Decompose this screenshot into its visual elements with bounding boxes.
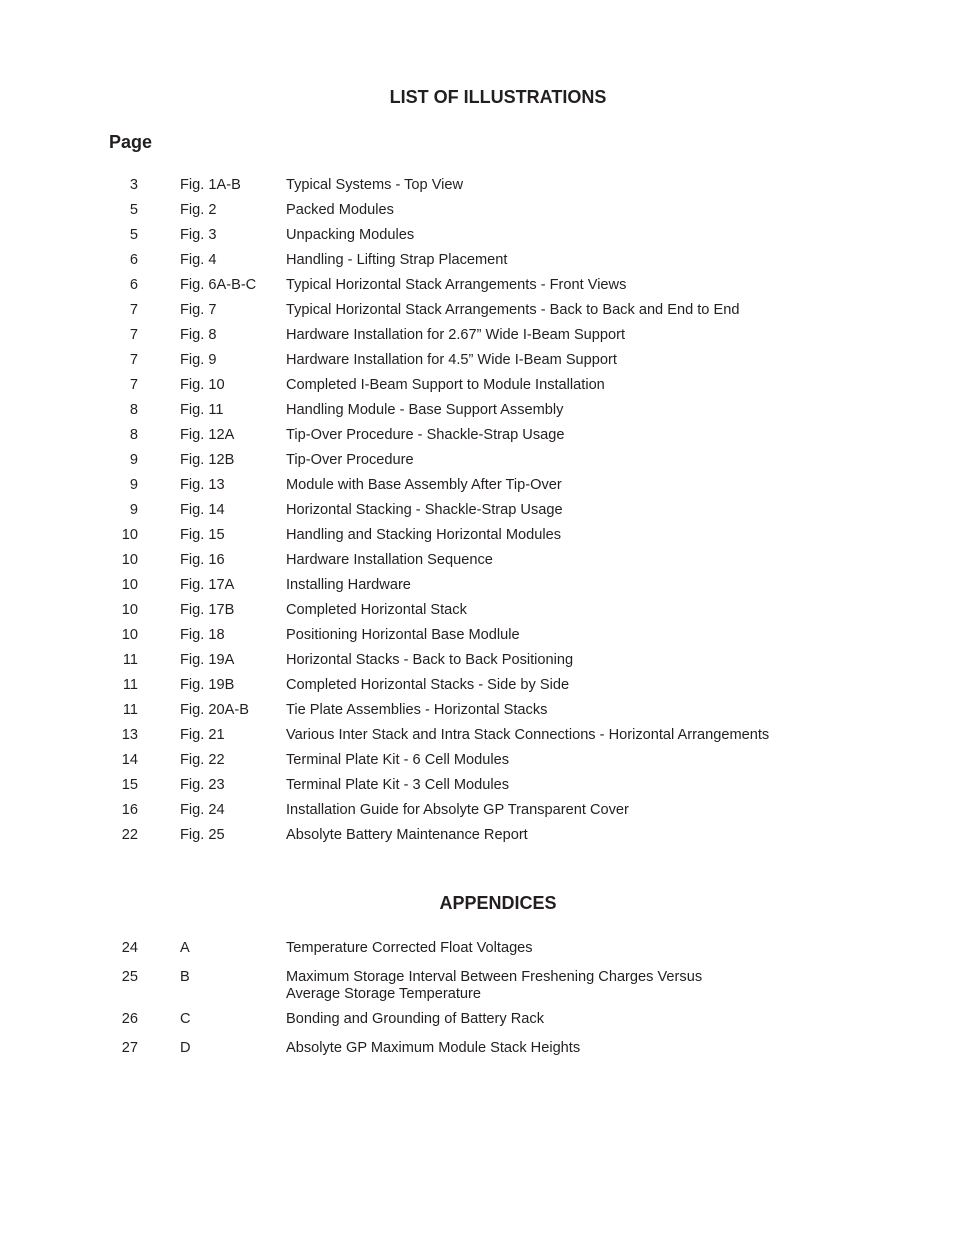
- figure-number: Fig. 15: [180, 527, 225, 543]
- page-number: 10: [121, 527, 138, 543]
- figure-title: Tip-Over Procedure - Shackle-Strap Usage: [286, 427, 565, 443]
- figure-title: Handling and Stacking Horizontal Modules: [286, 527, 562, 543]
- illustration-row: [0, 177, 954, 202]
- illustration-row: [0, 402, 954, 427]
- illustration-row: [0, 777, 954, 802]
- figure-number: Fig. 1A-B: [180, 177, 241, 193]
- appendix-letter: D: [180, 1040, 191, 1056]
- appendix-row: [0, 940, 954, 969]
- appendix-letter: A: [180, 940, 190, 956]
- page-number: 9: [129, 452, 138, 468]
- page-number: 26: [121, 1011, 138, 1027]
- appendix-title-line: Absolyte GP Maximum Module Stack Heights: [286, 1040, 581, 1056]
- page-number: 6: [129, 277, 138, 293]
- page-number: 8: [129, 402, 138, 418]
- page-number: 11: [122, 702, 138, 718]
- figure-title: Horizontal Stacks - Back to Back Positioning: [286, 652, 574, 668]
- illustration-row: [0, 702, 954, 727]
- page-number: 10: [121, 602, 138, 618]
- illustrations-list: [0, 177, 954, 852]
- illustration-row: [0, 752, 954, 777]
- figure-number: Fig. 11: [180, 402, 224, 418]
- figure-title: Installation Guide for Absolyte GP Transparent Cover: [286, 802, 629, 818]
- page-number: 25: [121, 969, 138, 985]
- illustration-row: [0, 552, 954, 577]
- figure-title: Handling - Lifting Strap Placement: [286, 252, 508, 268]
- figure-number: Fig. 10: [180, 377, 225, 393]
- figure-number: Fig. 24: [180, 802, 225, 818]
- figure-number: Fig. 7: [180, 302, 217, 318]
- illustration-row: [0, 202, 954, 227]
- appendix-title: [286, 969, 906, 1003]
- figure-number: Fig. 4: [180, 252, 217, 268]
- figure-title: Hardware Installation for 4.5” Wide I-Beam Support: [286, 352, 617, 368]
- illustration-row: [0, 252, 954, 277]
- figure-number: Fig. 3: [180, 227, 217, 243]
- figure-title: Packed Modules: [286, 202, 394, 218]
- figure-number: Fig. 20A-B: [180, 702, 249, 718]
- illustration-row: [0, 677, 954, 702]
- illustration-row: [0, 727, 954, 752]
- appendix-letter: C: [180, 1011, 191, 1027]
- page-number: 7: [129, 352, 138, 368]
- page-number: 6: [129, 252, 138, 268]
- page-number: 7: [129, 377, 138, 393]
- page-title: LIST OF ILLUSTRATIONS: [389, 87, 607, 107]
- illustration-row: [0, 227, 954, 252]
- figure-title: Completed I-Beam Support to Module Installation: [286, 377, 605, 393]
- page-number: 13: [121, 727, 138, 743]
- page-number: 27: [121, 1040, 138, 1056]
- appendix-title-line: Temperature Corrected Float Voltages: [286, 940, 533, 956]
- appendix-title: [286, 1011, 906, 1028]
- figure-title: Typical Horizontal Stack Arrangements - Back to Back and End to End: [286, 302, 740, 318]
- figure-title: Tip-Over Procedure: [286, 452, 414, 468]
- figure-number: Fig. 8: [180, 327, 217, 343]
- figure-number: Fig. 2: [180, 202, 217, 218]
- figure-number: Fig. 9: [180, 352, 217, 368]
- illustration-row: [0, 627, 954, 652]
- page-number: 14: [121, 752, 138, 768]
- figure-title: Installing Hardware: [286, 577, 411, 593]
- illustration-row: [0, 477, 954, 502]
- appendix-title-line: Maximum Storage Interval Between Freshening Charges Versus: [286, 969, 703, 985]
- illustration-row: [0, 652, 954, 677]
- page-number: 5: [129, 202, 138, 218]
- page-number: 3: [129, 177, 138, 193]
- figure-title: Horizontal Stacking - Shackle-Strap Usage: [286, 502, 563, 518]
- figure-number: Fig. 17B: [180, 602, 235, 618]
- page-number: 10: [121, 577, 138, 593]
- appendices-title: APPENDICES: [439, 893, 557, 913]
- figure-number: Fig. 21: [180, 727, 225, 743]
- appendix-letter: B: [180, 969, 190, 985]
- illustration-row: [0, 377, 954, 402]
- illustration-row: [0, 327, 954, 352]
- illustration-row: [0, 427, 954, 452]
- illustration-row: [0, 802, 954, 827]
- figure-number: Fig. 19B: [180, 677, 235, 693]
- appendix-title: [286, 940, 906, 957]
- page-number: 11: [122, 677, 138, 693]
- figure-title: Hardware Installation for 2.67” Wide I-Beam Support: [286, 327, 626, 343]
- illustration-row: [0, 352, 954, 377]
- illustration-row: [0, 577, 954, 602]
- figure-title: Completed Horizontal Stacks - Side by Side: [286, 677, 570, 693]
- figure-title: Hardware Installation Sequence: [286, 552, 493, 568]
- page-number: 7: [129, 327, 138, 343]
- figure-number: Fig. 12B: [180, 452, 235, 468]
- page-number: 24: [121, 940, 138, 956]
- page-number: 10: [121, 627, 138, 643]
- appendix-title-line: Bonding and Grounding of Battery Rack: [286, 1011, 544, 1027]
- page-number: 16: [121, 802, 138, 818]
- figure-number: Fig. 22: [180, 752, 225, 768]
- page-number: 9: [129, 502, 138, 518]
- illustration-row: [0, 527, 954, 552]
- page-number: 15: [121, 777, 138, 793]
- figure-number: Fig. 12A: [180, 427, 235, 443]
- illustration-row: [0, 827, 954, 852]
- page-number: 9: [129, 477, 138, 493]
- figure-title: Terminal Plate Kit - 6 Cell Modules: [286, 752, 510, 768]
- figure-title: Handling Module - Base Support Assembly: [286, 402, 564, 418]
- figure-title: Module with Base Assembly After Tip-Over: [286, 477, 562, 493]
- page-number: 11: [122, 652, 138, 668]
- figure-title: Unpacking Modules: [286, 227, 415, 243]
- page-number: 10: [121, 552, 138, 568]
- figure-number: Fig. 17A: [180, 577, 235, 593]
- figure-title: Positioning Horizontal Base Modlule: [286, 627, 520, 643]
- illustration-row: [0, 302, 954, 327]
- figure-title: Typical Systems - Top View: [286, 177, 464, 193]
- figure-title: Absolyte Battery Maintenance Report: [286, 827, 528, 843]
- illustration-row: [0, 502, 954, 527]
- page-number: 7: [129, 302, 138, 318]
- figure-title: Various Inter Stack and Intra Stack Connections - Horizontal Arrangements: [286, 727, 770, 743]
- page-column-label: Page: [109, 132, 153, 152]
- page-number: 5: [129, 227, 138, 243]
- figure-number: Fig. 25: [180, 827, 225, 843]
- figure-title: Typical Horizontal Stack Arrangements - Front Views: [286, 277, 627, 293]
- figure-number: Fig. 16: [180, 552, 225, 568]
- illustration-row: [0, 452, 954, 477]
- figure-title: Tie Plate Assemblies - Horizontal Stacks: [286, 702, 548, 718]
- appendix-row: [0, 1040, 954, 1069]
- figure-number: Fig. 6A-B-C: [180, 277, 257, 293]
- appendices-list: [0, 940, 954, 1069]
- appendix-row: [0, 969, 954, 1011]
- figure-number: Fig. 23: [180, 777, 225, 793]
- figure-number: Fig. 18: [180, 627, 225, 643]
- figure-number: Fig. 13: [180, 477, 225, 493]
- figure-title: Terminal Plate Kit - 3 Cell Modules: [286, 777, 510, 793]
- page-number: 22: [121, 827, 138, 843]
- figure-number: Fig. 14: [180, 502, 225, 518]
- figure-title: Completed Horizontal Stack: [286, 602, 467, 618]
- appendix-title-line: Average Storage Temperature: [286, 986, 481, 1002]
- appendix-row: [0, 1011, 954, 1040]
- figure-number: Fig. 19A: [180, 652, 235, 668]
- page-number: 8: [129, 427, 138, 443]
- illustration-row: [0, 277, 954, 302]
- appendix-title: [286, 1040, 906, 1057]
- illustration-row: [0, 602, 954, 627]
